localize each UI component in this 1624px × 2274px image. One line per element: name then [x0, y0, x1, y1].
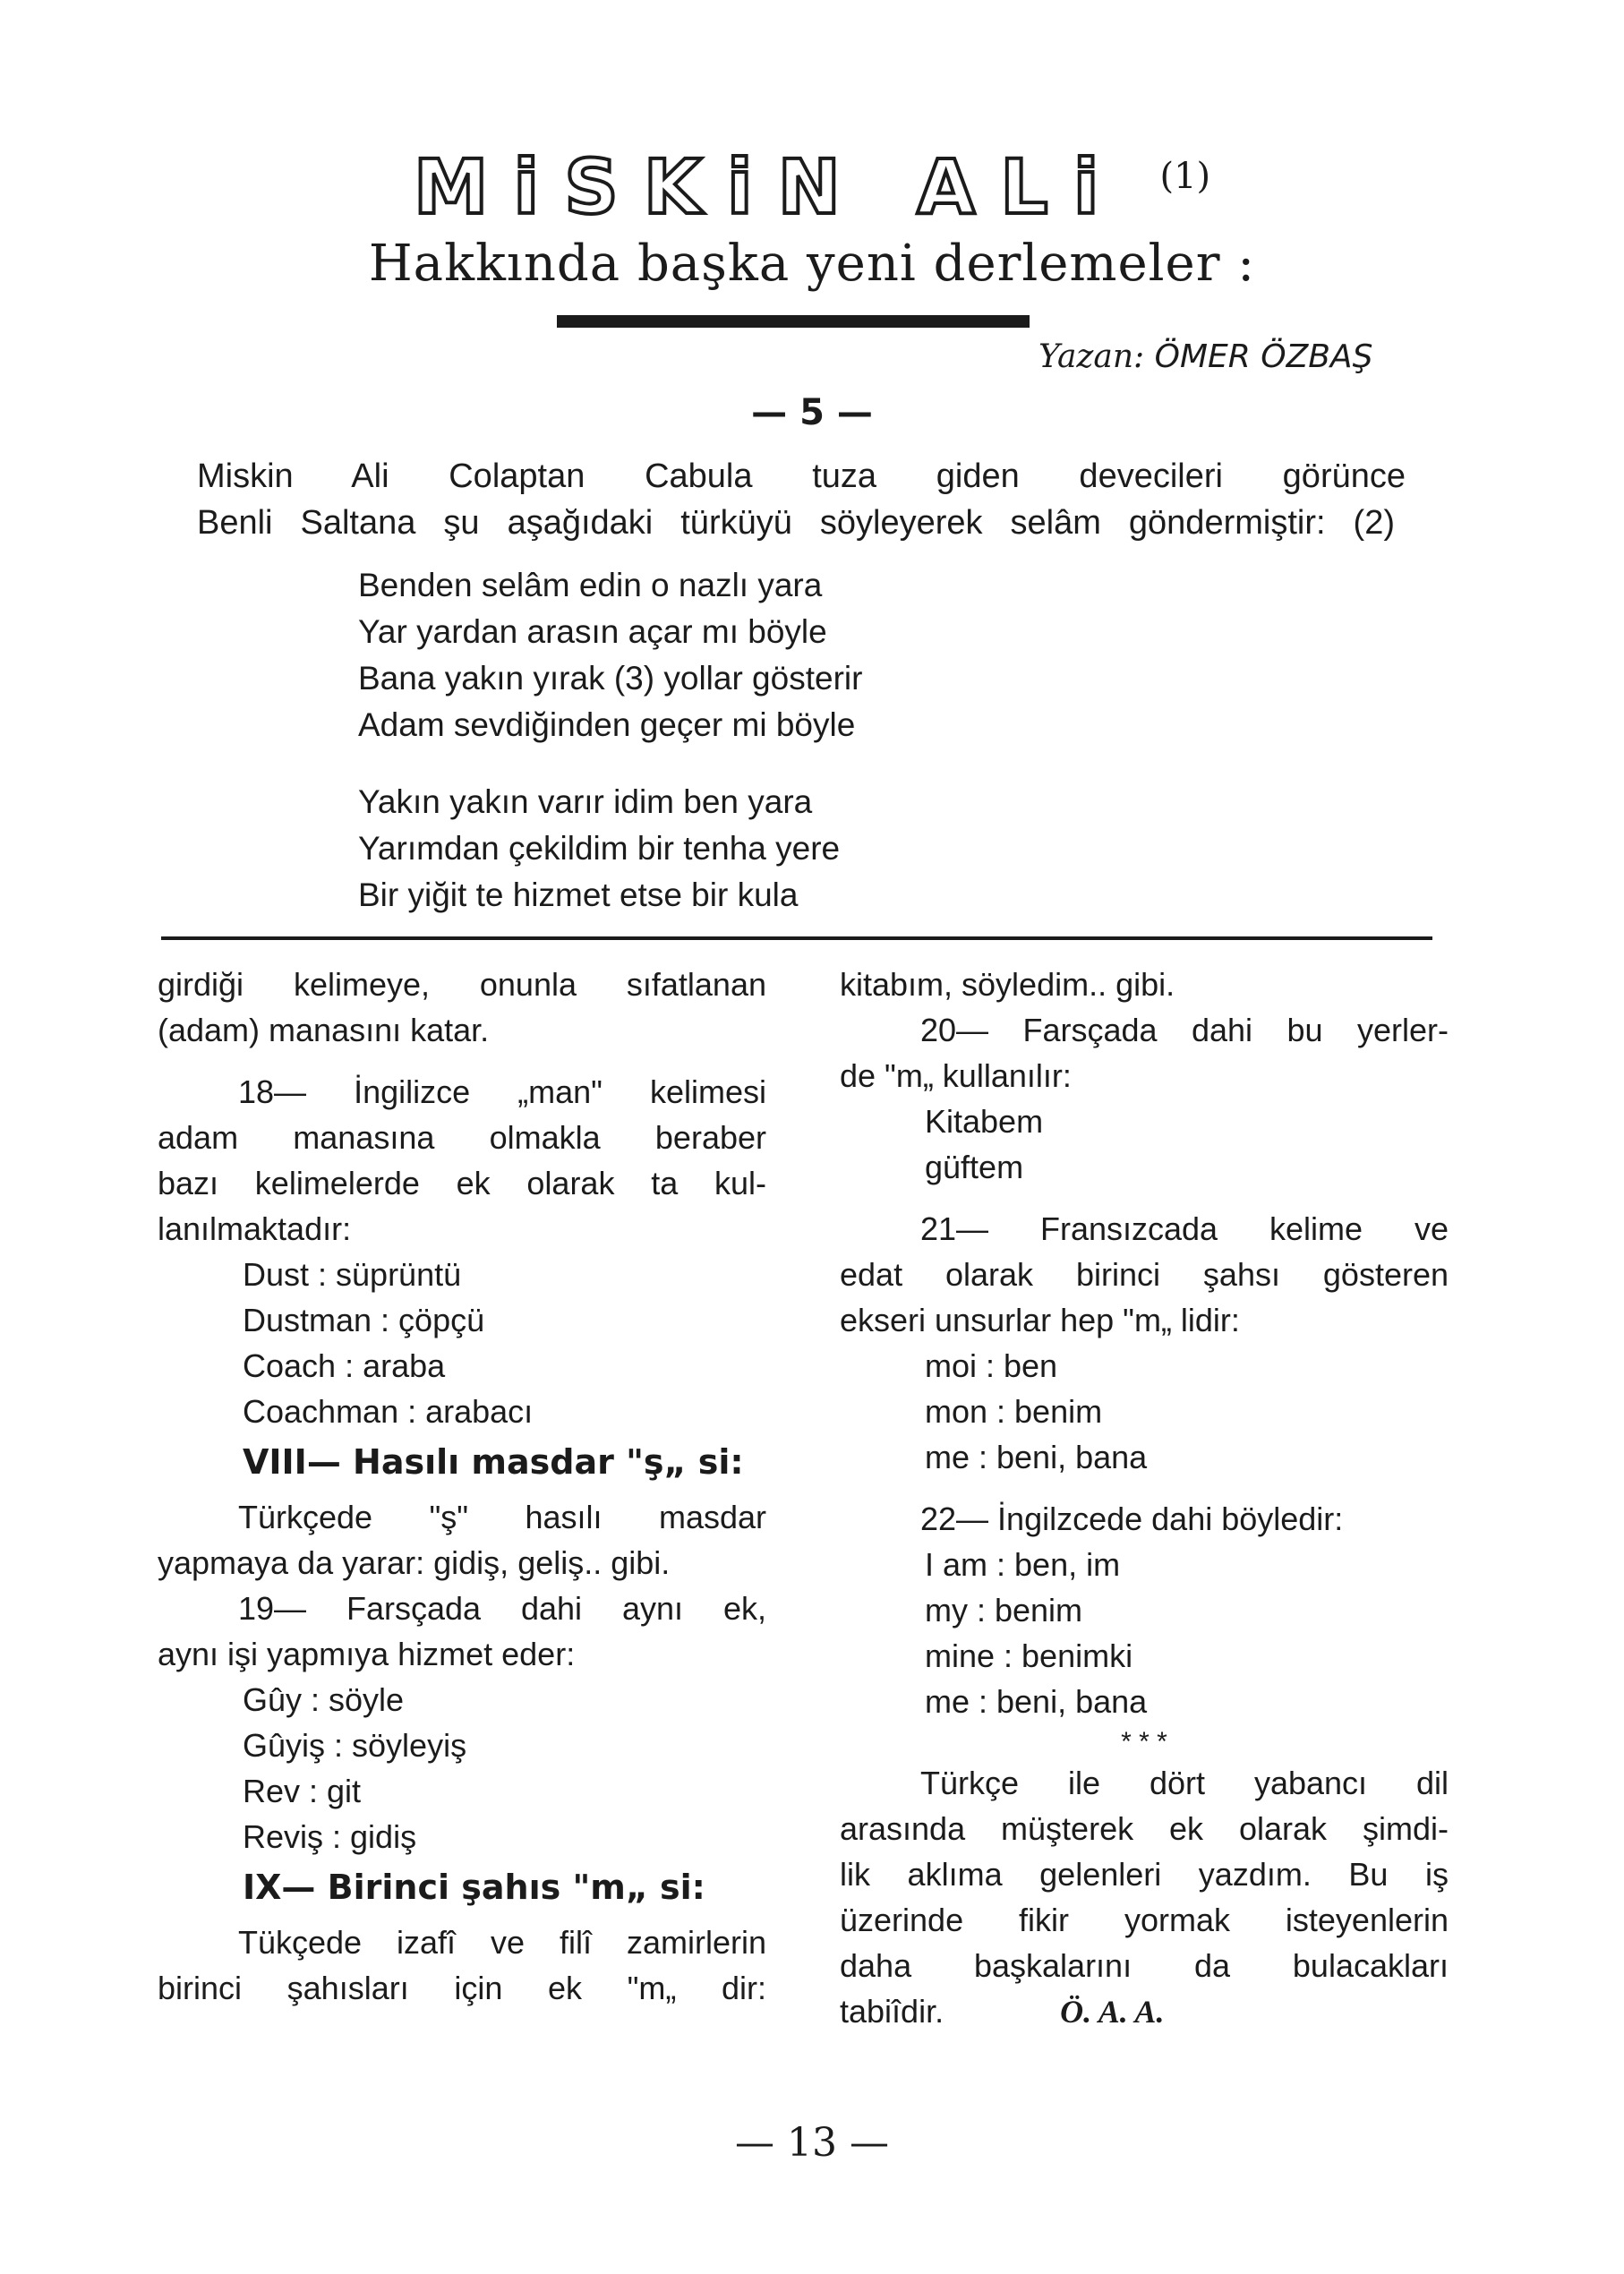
section-heading-viii: VIII— Hasılı masdar "ş„ si: — [243, 1442, 744, 1482]
example-line: Rev : git — [243, 1773, 362, 1809]
intro-line-2: Benli Saltana şu aşağıdaki türküyü söyleyerek selâm göndermiştir: (2) — [197, 504, 1395, 542]
example-line: me : beni, bana — [925, 1439, 1148, 1475]
text-line: de "m„ kullanılır: — [840, 1057, 1072, 1094]
poem-line: Yarımdan çekildim bir tenha yere — [358, 830, 841, 867]
poem-stanza-1 — [358, 562, 862, 748]
poem-line: Benden selâm edin o nazlı yara — [358, 567, 823, 603]
example-line: moi : ben — [925, 1347, 1058, 1384]
left-column — [158, 962, 766, 2011]
poem-line: Yar yardan arasın açar mı böyle — [358, 613, 827, 650]
text-line: yapmaya da yarar: gidiş, geliş.. gibi. — [158, 1544, 671, 1581]
text-line: 21— Fransızcada kelime ve — [920, 1210, 1449, 1247]
text-line: Türkçede "ş" hasılı masdar — [238, 1499, 766, 1535]
title-underline — [557, 315, 1030, 328]
text-line: kitabım, söyledim.. gibi. — [840, 966, 1175, 1003]
poem-stanza-2 — [358, 779, 840, 919]
text-line: Tükçede izafî ve filî zamirlerin — [238, 1924, 766, 1961]
example-line: Kitabem — [925, 1103, 1044, 1140]
author-name: ÖMER ÖZBAŞ — [1154, 338, 1373, 375]
section-heading-ix: IX— Birinci şahıs "m„ si: — [243, 1868, 705, 1907]
section-stars: * * * — [1121, 1727, 1167, 1757]
text-line: 22— İngilzcede dahi böyledir: — [920, 1500, 1344, 1537]
text-line: tabiîdir. — [840, 1993, 944, 2030]
example-line: mon : benim — [925, 1393, 1103, 1430]
article-title-row — [0, 143, 1624, 231]
example-line: Reviş : gidiş — [243, 1818, 417, 1855]
example-line: Coach : araba — [243, 1347, 446, 1384]
section-number: — 5 — — [751, 392, 873, 433]
text-line: 18— İngilizce „man" kelimesi — [238, 1073, 766, 1110]
poem-line: Yakın yakın varır idim ben yara — [358, 783, 813, 820]
text-line: ekseri unsurlar hep "m„ lidir: — [840, 1302, 1240, 1338]
intro-line-1: Miskin Ali Colaptan Cabula tuza giden devecileri görünce — [197, 457, 1406, 495]
text-line: girdiği kelimeye, onunla sıfatlanan — [158, 966, 766, 1003]
example-line: mine : benimki — [925, 1637, 1133, 1674]
poem-line: Bana yakın yırak (3) yollar gösterir — [358, 660, 863, 697]
article-title: MiSKiN ALi — [413, 143, 1124, 231]
closing-line — [840, 1988, 1449, 2035]
title-footnote-ref: (1) — [1159, 156, 1211, 197]
poem-line: Bir yiğit te hizmet etse bir kula — [358, 876, 799, 913]
text-line: arasında müşterek ek olarak şimdi- — [840, 1810, 1449, 1847]
example-line: Coachman : arabacı — [243, 1393, 534, 1430]
right-column — [840, 962, 1449, 2035]
text-line: adam manasına olmakla beraber — [158, 1119, 766, 1156]
text-line: Türkçe ile dört yabancı dil — [920, 1765, 1449, 1801]
text-line: 19— Farsçada dahi aynı ek, — [238, 1590, 766, 1627]
example-line: me : beni, bana — [925, 1683, 1148, 1720]
example-line: Dust : süprüntü — [243, 1256, 462, 1293]
example-line: Gûyiş : söyleyiş — [243, 1727, 467, 1764]
text-line: birinci şahısları için ek "m„ dir: — [158, 1970, 766, 2006]
text-line: daha başkalarını da bulacakları — [840, 1947, 1449, 1984]
example-line: Gûy : söyle — [243, 1681, 405, 1718]
example-line: güftem — [925, 1149, 1024, 1185]
article-subtitle: Hakkında başka yeni derlemeler : — [368, 235, 1256, 293]
text-line: bazı kelimelerde ek olarak ta kul- — [158, 1165, 766, 1201]
text-line: 20— Farsçada dahi bu yerler- — [920, 1012, 1449, 1048]
text-line: (adam) manasını katar. — [158, 1012, 490, 1048]
example-line: I am : ben, im — [925, 1546, 1121, 1583]
page-number: — 13 — — [735, 2120, 889, 2166]
example-line: my : benim — [925, 1592, 1083, 1629]
author-signature: Ö. A. A. — [1060, 1994, 1165, 2030]
text-line: edat olarak birinci şahsı gösteren — [840, 1256, 1449, 1293]
example-line: Dustman : çöpçü — [243, 1302, 485, 1338]
section-divider — [161, 936, 1432, 940]
text-line: lik aklıma gelenleri yazdım. Bu iş — [840, 1856, 1449, 1893]
poem-line: Adam sevdiğinden geçer mi böyle — [358, 706, 856, 743]
text-line: lanılmaktadır: — [158, 1210, 352, 1247]
author-label: Yazan: — [1039, 338, 1145, 375]
text-line: aynı işi yapmıya hizmet eder: — [158, 1636, 576, 1672]
author-line — [1039, 338, 1372, 375]
text-line: üzerinde fikir yormak isteyenlerin — [840, 1902, 1449, 1938]
